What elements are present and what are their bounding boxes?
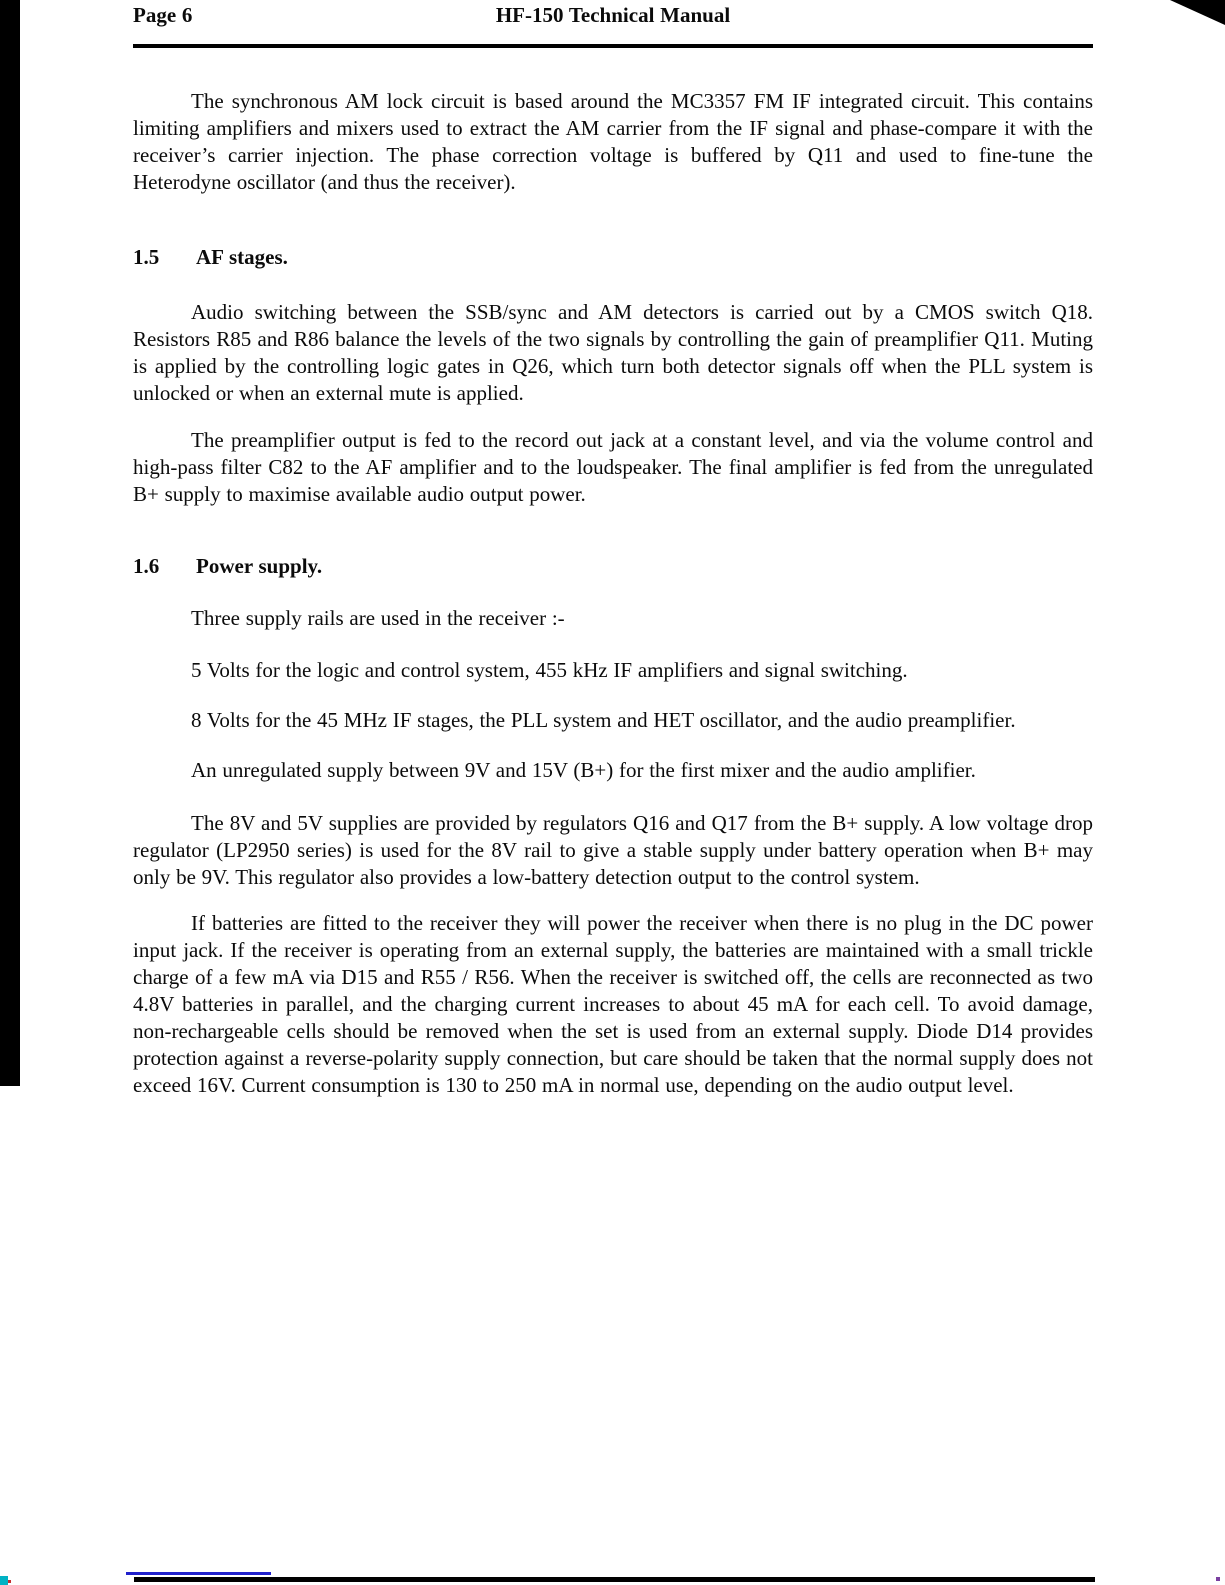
line-unregulated-supply: An unregulated supply between 9V and 15V (B+) for the first mixer and the audio amplifier. bbox=[191, 758, 976, 782]
section-title: Power supply. bbox=[196, 554, 323, 578]
page-content bbox=[133, 0, 1093, 1099]
page-header bbox=[133, 2, 1093, 29]
section-title: AF stages. bbox=[196, 245, 288, 269]
section-number: 1.6 bbox=[133, 554, 160, 578]
paragraph-preamplifier: The preamplifier output is fed to the record out jack at a constant level, and via the volume control and high-pass filter C82 to the AF amplifier and to the loudspeaker. The final amplifier is fed from the unregulated B+ supply to maximise available audio output power. bbox=[133, 428, 1093, 506]
section-number: 1.5 bbox=[133, 245, 160, 269]
line-8-volts: 8 Volts for the 45 MHz IF stages, the PLL system and HET oscillator, and the audio preamplifier. bbox=[191, 708, 1016, 732]
paragraph-regulators: The 8V and 5V supplies are provided by regulators Q16 and Q17 from the B+ supply. A low voltage drop regulator (LP2950 series) is used for the 8V rail to give a stable supply under battery operation when B+ may only be 9V. This regulator also provides a low-battery detection output to the control system. bbox=[133, 811, 1093, 889]
paragraph-sync-lock: The synchronous AM lock circuit is based around the MC3357 FM IF integrated circuit. This contains limiting amplifiers and mixers used to extract the AM carrier from the IF signal and phase-compare it with the receiver’s carrier injection. The phase correction voltage is buffered by Q11 and used to fine-tune the Heterodyne oscillator (and thus the receiver). bbox=[133, 89, 1093, 194]
document-title: HF-150 Technical Manual bbox=[495, 3, 731, 27]
scan-artifact-left-bar bbox=[0, 0, 20, 1086]
section-heading-1-6 bbox=[133, 553, 1093, 580]
line-three-rails: Three supply rails are used in the receiver :- bbox=[191, 606, 565, 630]
paragraph-audio-switching: Audio switching between the SSB/sync and AM detectors is carried out by a CMOS switch Q18. Resistors R85 and R86 balance the levels of the two signals by controlling the gain of preamplifier Q11. Muting is applied by the controlling logic gates in Q26, which turn both detector signals off when the PLL system is unlocked or when an external mute is applied. bbox=[133, 300, 1093, 405]
scan-artifact-bottom-right-purple-mark bbox=[1216, 1577, 1220, 1581]
page-number: Page 6 bbox=[133, 3, 193, 27]
scan-artifact-footer-black-line bbox=[134, 1577, 1095, 1582]
scan-artifact-footer-blue-line bbox=[126, 1572, 271, 1575]
section-heading-1-5 bbox=[133, 244, 1093, 271]
scan-artifact-bottom-left-teal-mark bbox=[0, 1576, 8, 1585]
scan-artifact-bottom-left-red-mark bbox=[8, 1580, 11, 1583]
line-5-volts: 5 Volts for the logic and control system, 455 kHz IF amplifiers and signal switching. bbox=[191, 658, 908, 682]
header-rule bbox=[133, 44, 1093, 48]
paragraph-batteries: If batteries are fitted to the receiver they will power the receiver when there is no plug in the DC power input jack. If the receiver is operating from an external supply, the batteries are maintained with a small trickle charge of a few mA via D15 and R55 / R56. When the receiver is switched off, the cells are reconnected as two 4.8V batteries in parallel, and the charging current increases to about 45 mA for each cell. To avoid damage, non-rechargeable cells should be removed when the set is used from an external supply. Diode D14 provides protection against a reverse-polarity supply connection, but care should be taken that the normal supply does not exceed 16V. Current consumption is 130 to 250 mA in normal use, depending on the audio output level. bbox=[133, 911, 1093, 1097]
scan-artifact-top-right-corner bbox=[1170, 0, 1225, 25]
